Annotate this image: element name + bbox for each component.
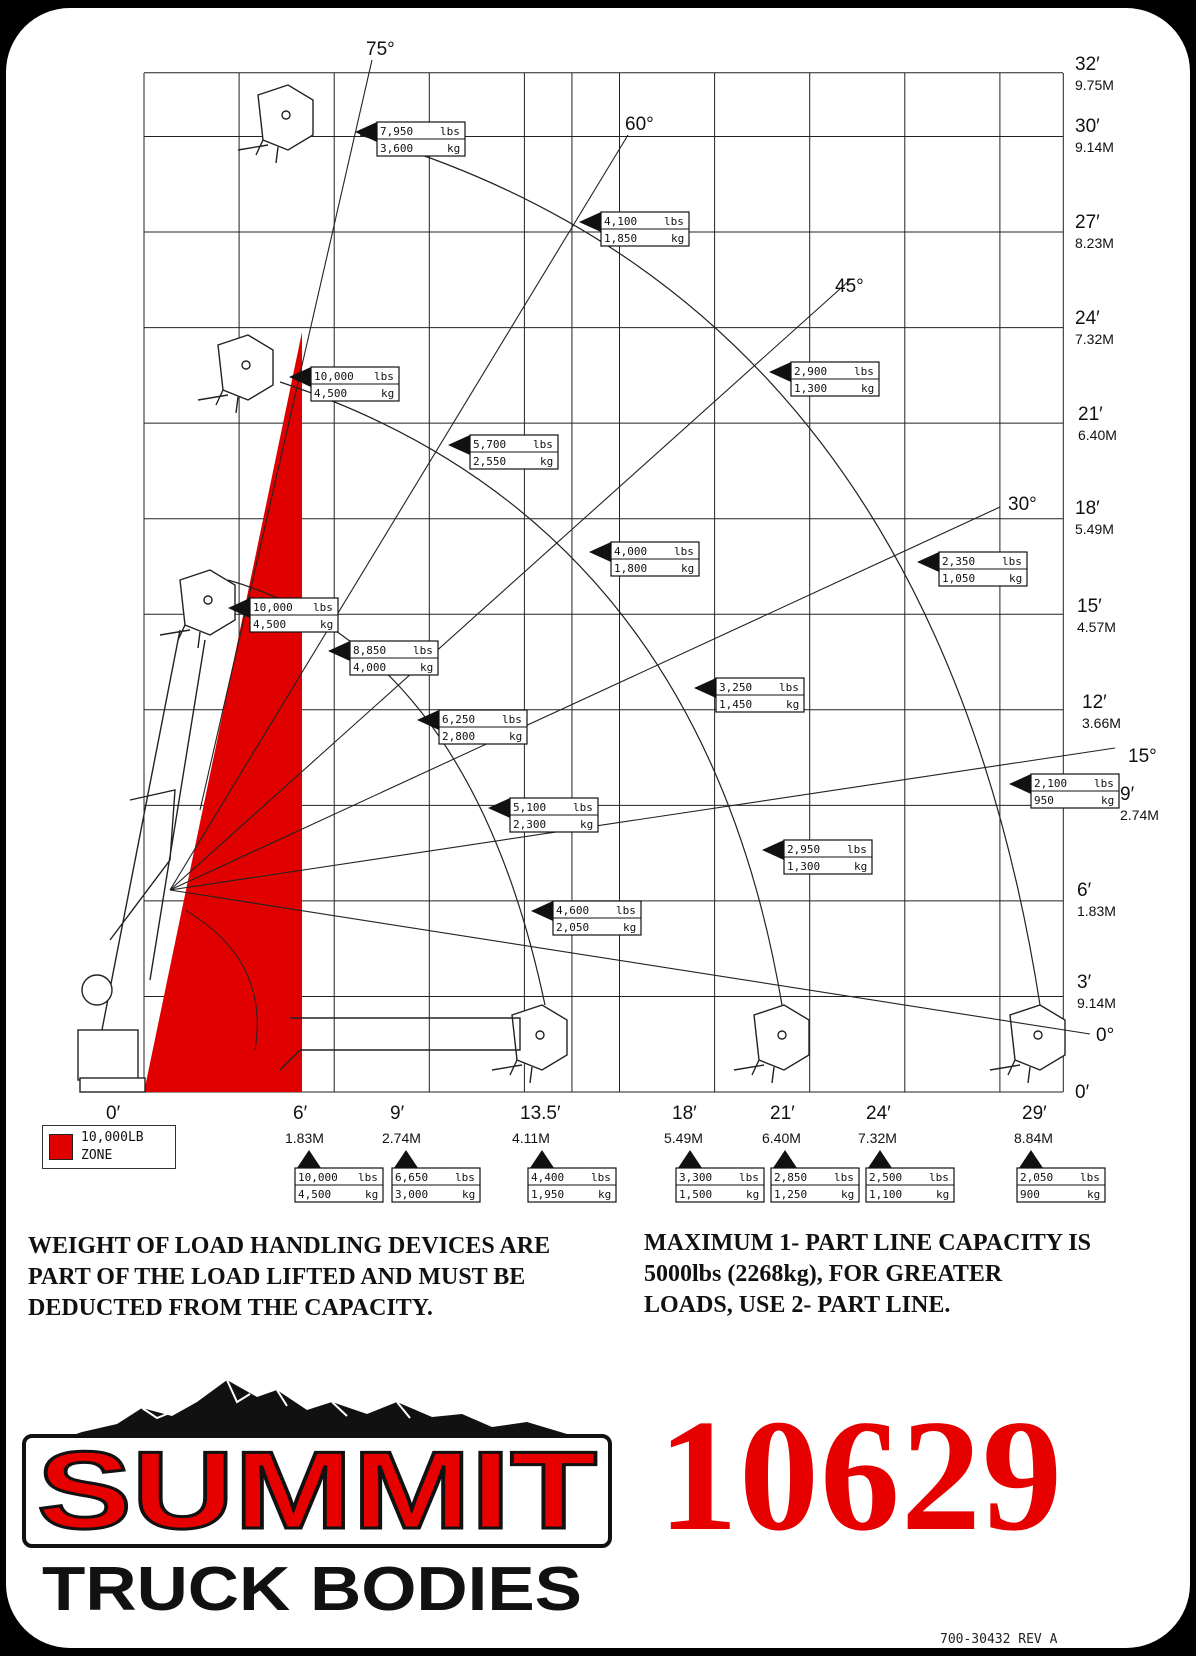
ground-capacity-label [295, 1150, 383, 1202]
height-ft-label: 18′ [1075, 498, 1100, 519]
height-m-label: 9.75M [1075, 77, 1114, 93]
zone-legend-swatch [49, 1134, 73, 1160]
capacity-kg-unit: kg [509, 730, 523, 743]
capacity-kg-unit: kg [854, 860, 868, 873]
capacity-kg-unit: kg [671, 232, 685, 245]
capacity-kg: 2,550 [473, 455, 507, 468]
capacity-kg: 1,450 [719, 698, 753, 711]
capacity-kg: 900 [1020, 1188, 1040, 1201]
height-ft-label: 6′ [1077, 880, 1092, 901]
crane-mount-icon [80, 1078, 145, 1092]
radius-m-label: 5.49M [664, 1130, 703, 1146]
ground-capacity-label [1017, 1150, 1105, 1202]
capacity-lbs-unit: lbs [664, 215, 684, 228]
capacity-pointer-icon [769, 362, 791, 382]
capacity-kg: 2,050 [556, 921, 590, 934]
radius-m-label: 6.40M [762, 1130, 801, 1146]
height-ft-label: 12′ [1082, 692, 1107, 713]
radius-ft-label: 29′ [1022, 1103, 1047, 1124]
capacity-kg-unit: kg [320, 618, 334, 631]
radius-ft-label: 21′ [770, 1103, 795, 1124]
capacity-kg-unit: kg [420, 661, 434, 674]
hook-block-icon [258, 85, 313, 150]
radius-ft-label: 24′ [866, 1103, 891, 1124]
zone-legend [42, 1125, 176, 1169]
capacity-lbs-unit: lbs [847, 843, 867, 856]
capacity-pointer-icon [328, 641, 350, 661]
capacity-lbs: 6,650 [395, 1171, 429, 1184]
capacity-label [579, 212, 689, 246]
capacity-kg-unit: kg [381, 387, 395, 400]
capacity-lbs-unit: lbs [502, 713, 522, 726]
capacity-kg-unit: kg [462, 1188, 476, 1201]
capacity-kg-unit: kg [623, 921, 637, 934]
capacity-lbs-unit: lbs [674, 545, 694, 558]
ground-capacity-label [392, 1150, 480, 1202]
capacity-pointer-icon [394, 1150, 418, 1168]
capacity-lbs-unit: lbs [1094, 777, 1114, 790]
capacity-pointer-icon [1019, 1150, 1043, 1168]
capacity-pointer-icon [694, 678, 716, 698]
capacity-pointer-icon [448, 435, 470, 455]
height-ft-label: 32′ [1075, 54, 1100, 75]
capacity-lbs: 8,850 [353, 644, 387, 657]
counterweight-icon [82, 975, 112, 1005]
capacity-kg: 1,950 [531, 1188, 565, 1201]
capacity-lbs: 10,000 [314, 370, 354, 383]
capacity-label [417, 710, 527, 744]
capacity-lbs-unit: lbs [929, 1171, 949, 1184]
capacity-lbs-unit: lbs [358, 1171, 378, 1184]
hook-block-icon [218, 335, 273, 400]
capacity-labels [228, 122, 1119, 935]
radius-ft-label: 9′ [390, 1103, 405, 1124]
boom-horizontal-icon [280, 1018, 520, 1070]
capacity-kg: 1,300 [787, 860, 821, 873]
crane-base-icon [78, 1030, 138, 1080]
capacity-lbs-unit: lbs [440, 125, 460, 138]
capacity-lbs-unit: lbs [779, 681, 799, 694]
capacity-kg: 2,800 [442, 730, 476, 743]
ground-capacity-label [528, 1150, 616, 1202]
capacity-kg: 1,500 [679, 1188, 713, 1201]
capacity-kg-unit: kg [786, 698, 800, 711]
capacity-kg: 1,300 [794, 382, 828, 395]
capacity-label [448, 435, 558, 469]
capacity-pointer-icon [530, 1150, 554, 1168]
capacity-kg-unit: kg [841, 1188, 855, 1201]
capacity-lbs-unit: lbs [1080, 1171, 1100, 1184]
capacity-lbs-unit: lbs [374, 370, 394, 383]
capacity-lbs: 2,850 [774, 1171, 808, 1184]
hook-block-icon [754, 1005, 809, 1070]
capacity-lbs: 6,250 [442, 713, 476, 726]
height-m-label: 5.49M [1075, 521, 1114, 537]
zone-legend-label: 10,000LB ZONE [81, 1130, 144, 1163]
height-ft-label: 21′ [1078, 404, 1103, 425]
capacity-label [694, 678, 804, 712]
height-m-label: 4.57M [1077, 619, 1116, 635]
radius-m-label: 8.84M [1014, 1130, 1053, 1146]
capacity-label [488, 798, 598, 832]
capacity-pointer-icon [762, 840, 784, 860]
boom-angle-line [170, 748, 1115, 890]
radius-m-label: 2.74M [382, 1130, 421, 1146]
capacity-kg: 1,050 [942, 572, 976, 585]
height-m-label: 7.32M [1075, 331, 1114, 347]
capacity-pointer-icon [531, 901, 553, 921]
height-m-label: 3.66M [1082, 715, 1121, 731]
capacity-lbs-unit: lbs [591, 1171, 611, 1184]
radius-ft-label: 0′ [106, 1103, 121, 1124]
capacity-kg-unit: kg [861, 382, 875, 395]
capacity-lbs-unit: lbs [455, 1171, 475, 1184]
boom-tip-45deg-icon [160, 570, 235, 648]
height-ft-label: 3′ [1077, 972, 1092, 993]
hook-block-icon [180, 570, 235, 635]
capacity-kg-unit: kg [580, 818, 594, 831]
capacity-lbs: 4,000 [614, 545, 648, 558]
capacity-lbs: 5,100 [513, 801, 547, 814]
capacity-lbs: 10,000 [253, 601, 293, 614]
height-m-label: 8.23M [1075, 235, 1114, 251]
radius-m-label: 7.32M [858, 1130, 897, 1146]
boom-tip-0deg-icon-c [990, 1005, 1065, 1083]
capacity-kg: 1,850 [604, 232, 638, 245]
ground-capacity-label [866, 1150, 954, 1202]
height-m-label: 6.40M [1078, 427, 1117, 443]
boom-tip-0deg-icon-a [492, 1005, 567, 1083]
capacity-pointer-icon [488, 798, 510, 818]
capacity-kg-unit: kg [1101, 794, 1115, 807]
capacity-lbs: 5,700 [473, 438, 507, 451]
capacity-lbs: 2,100 [1034, 777, 1068, 790]
height-ft-label: 0′ [1075, 1082, 1090, 1103]
ground-capacity-labels [295, 1150, 1105, 1202]
capacity-kg-unit: kg [598, 1188, 612, 1201]
height-m-label: 2.74M [1120, 807, 1159, 823]
ground-capacity-label [676, 1150, 764, 1202]
capacity-lbs-unit: lbs [413, 644, 433, 657]
capacity-label [531, 901, 641, 935]
radius-ft-label: 6′ [293, 1103, 308, 1124]
height-m-label: 9.14M [1077, 995, 1116, 1011]
capacity-kg: 4,000 [353, 661, 387, 674]
capacity-lbs-unit: lbs [616, 904, 636, 917]
height-ft-label: 30′ [1075, 116, 1100, 137]
capacity-kg: 1,250 [774, 1188, 808, 1201]
ground-capacity-label [771, 1150, 859, 1202]
hook-block-icon [1010, 1005, 1065, 1070]
capacity-lbs-unit: lbs [834, 1171, 854, 1184]
part-number: 700-30432 REV A [940, 1632, 1058, 1647]
angle-label: 45° [835, 276, 864, 297]
capacity-kg-unit: kg [365, 1188, 379, 1201]
capacity-kg-unit: kg [1009, 572, 1023, 585]
capacity-lbs: 4,400 [531, 1171, 565, 1184]
capacity-label [289, 367, 399, 401]
angle-label: 60° [625, 114, 654, 135]
capacity-kg: 2,300 [513, 818, 547, 831]
capacity-pointer-icon [868, 1150, 892, 1168]
capacity-label [328, 641, 438, 675]
angle-label: 30° [1008, 494, 1037, 515]
line-capacity-note: MAXIMUM 1- PART LINE CAPACITY IS 5000lbs (2268kg), FOR GREATER LOADS, USE 2- PART LINE. [644, 1230, 1091, 1318]
radius-m-label: 4.11M [512, 1130, 550, 1146]
capacity-kg: 1,100 [869, 1188, 903, 1201]
capacity-pointer-icon [1009, 774, 1031, 794]
capacity-lbs: 7,950 [380, 125, 414, 138]
capacity-kg: 4,500 [298, 1188, 332, 1201]
capacity-kg: 3,600 [380, 142, 414, 155]
boom-tip-60deg-icon [198, 335, 273, 413]
height-ft-label: 15′ [1077, 596, 1102, 617]
capacity-kg-unit: kg [540, 455, 554, 468]
capacity-label [1009, 774, 1119, 808]
height-ft-label: 24′ [1075, 308, 1100, 329]
boom-tip-0deg-icon-b [734, 1005, 809, 1083]
height-axis-labels [1075, 54, 1159, 1103]
capacity-label [589, 542, 699, 576]
capacity-lbs: 4,100 [604, 215, 638, 228]
capacity-pointer-icon [355, 122, 377, 142]
capacity-kg-unit: kg [447, 142, 461, 155]
capacity-lbs-unit: lbs [1002, 555, 1022, 568]
capacity-lbs-unit: lbs [313, 601, 333, 614]
capacity-pointer-icon [589, 542, 611, 562]
capacity-pointer-icon [773, 1150, 797, 1168]
capacity-lbs: 2,050 [1020, 1171, 1054, 1184]
height-ft-label: 9′ [1120, 784, 1135, 805]
capacity-lbs: 2,900 [794, 365, 828, 378]
capacity-lbs-unit: lbs [533, 438, 553, 451]
height-ft-label: 27′ [1075, 212, 1100, 233]
capacity-kg-unit: kg [681, 562, 695, 575]
capacity-pointer-icon [917, 552, 939, 572]
capacity-lbs: 10,000 [298, 1171, 338, 1184]
angle-labels [366, 39, 1157, 1046]
capacity-kg: 4,500 [314, 387, 348, 400]
capacity-pointer-icon [579, 212, 601, 232]
capacity-pointer-icon [417, 710, 439, 730]
load-device-note: WEIGHT OF LOAD HANDLING DEVICES ARE PART OF THE LOAD LIFTED AND MUST BE DEDUCTED FROM THE CAPACITY. [28, 1233, 551, 1321]
radius-ft-label: 13.5′ [520, 1103, 561, 1124]
capacity-pointer-icon [678, 1150, 702, 1168]
capacity-kg: 950 [1034, 794, 1054, 807]
capacity-lbs: 2,500 [869, 1171, 903, 1184]
angle-label: 0° [1096, 1025, 1115, 1046]
capacity-kg-unit: kg [1087, 1188, 1101, 1201]
radius-m-label: 1.83M [285, 1130, 324, 1146]
capacity-lbs: 4,600 [556, 904, 590, 917]
capacity-lbs-unit: lbs [739, 1171, 759, 1184]
capacity-kg-unit: kg [936, 1188, 950, 1201]
angle-label: 75° [366, 39, 395, 60]
capacity-lbs: 3,250 [719, 681, 753, 694]
capacity-label [355, 122, 465, 156]
capacity-label [917, 552, 1027, 586]
summit-truck-bodies-logo [22, 1372, 612, 1617]
brand-tagline: TRUCK BODIES [42, 1555, 582, 1617]
capacity-lbs: 3,300 [679, 1171, 713, 1184]
model-number: 10629 [658, 1386, 1063, 1564]
boom-tip-75deg-icon [238, 85, 313, 163]
height-m-label: 9.14M [1075, 139, 1114, 155]
capacity-label [769, 362, 879, 396]
height-m-label: 1.83M [1077, 903, 1116, 919]
brand-name: SUMMIT [37, 1429, 597, 1552]
capacity-kg-unit: kg [746, 1188, 760, 1201]
capacity-pointer-icon [297, 1150, 321, 1168]
capacity-kg: 4,500 [253, 618, 287, 631]
capacity-label [762, 840, 872, 874]
capacity-kg: 3,000 [395, 1188, 429, 1201]
capacity-lbs-unit: lbs [573, 801, 593, 814]
radius-axis-labels [106, 1103, 1053, 1146]
capacity-kg: 1,800 [614, 562, 648, 575]
capacity-lbs: 2,950 [787, 843, 821, 856]
radius-ft-label: 18′ [672, 1103, 697, 1124]
capacity-lbs-unit: lbs [854, 365, 874, 378]
capacity-lbs: 2,350 [942, 555, 976, 568]
angle-label: 15° [1128, 746, 1157, 767]
